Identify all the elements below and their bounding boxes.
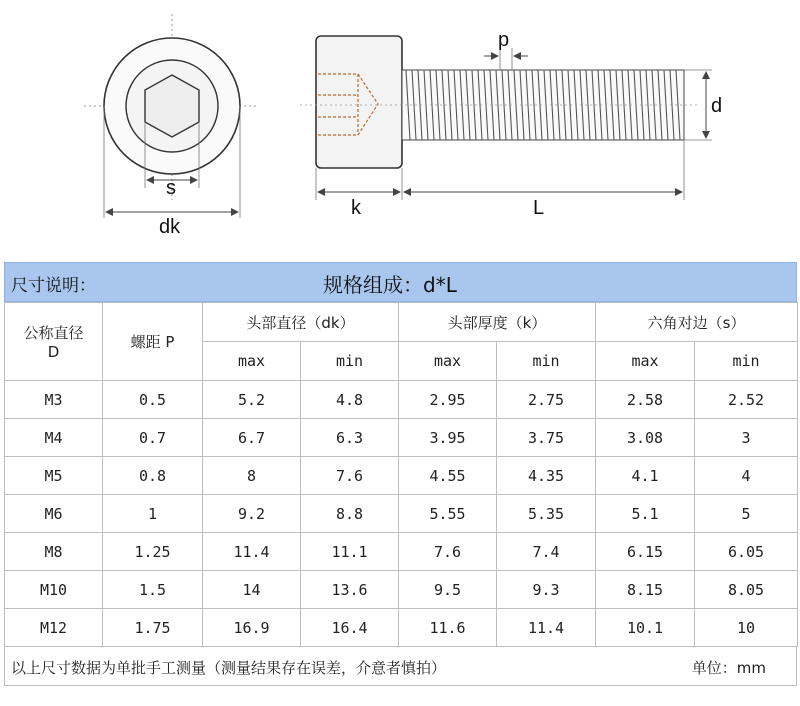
label-k: k bbox=[351, 197, 361, 219]
table-row bbox=[5, 533, 798, 571]
banner-formula: 规格组成：d*L bbox=[323, 273, 457, 297]
table-cell: M3 bbox=[5, 381, 103, 419]
table-cell: 8.15 bbox=[596, 571, 695, 609]
table-cell: 14 bbox=[203, 571, 301, 609]
table-cell: 11.1 bbox=[301, 533, 399, 571]
table-cell: 9.2 bbox=[203, 495, 301, 533]
table-cell: 3 bbox=[695, 419, 798, 457]
table-cell: 3.08 bbox=[596, 419, 695, 457]
table-cell: 10 bbox=[695, 609, 798, 647]
table-cell: M5 bbox=[5, 457, 103, 495]
table-cell: 6.15 bbox=[596, 533, 695, 571]
measurement-note: 以上尺寸数据为单批手工测量（测量结果存在误差，介意者慎拍） bbox=[11, 659, 447, 677]
table-cell: 13.6 bbox=[301, 571, 399, 609]
table-cell: 4.55 bbox=[399, 457, 497, 495]
header-min: min bbox=[497, 342, 596, 381]
header-head-thickness: 头部厚度（k） bbox=[399, 303, 596, 342]
table-cell: M6 bbox=[5, 495, 103, 533]
header-pitch: 螺距 P bbox=[103, 303, 203, 381]
table-footer bbox=[4, 647, 797, 686]
table-row bbox=[5, 381, 798, 419]
table-cell: 7.6 bbox=[301, 457, 399, 495]
table-cell: 9.5 bbox=[399, 571, 497, 609]
header-hex-across-flats: 六角对边（s） bbox=[596, 303, 798, 342]
label-s: s bbox=[166, 177, 176, 199]
label-d: d bbox=[711, 95, 723, 117]
unit-label: 单位：mm bbox=[691, 659, 766, 677]
table-cell: 11.6 bbox=[399, 609, 497, 647]
table-row bbox=[5, 609, 798, 647]
header-min: min bbox=[301, 342, 399, 381]
table-row bbox=[5, 571, 798, 609]
table-cell: 1.75 bbox=[103, 609, 203, 647]
header-max: max bbox=[596, 342, 695, 381]
table-cell: 8 bbox=[203, 457, 301, 495]
label-L: L bbox=[533, 197, 545, 219]
table-row bbox=[5, 457, 798, 495]
table-cell: 2.58 bbox=[596, 381, 695, 419]
banner-title: 尺寸说明： bbox=[11, 276, 96, 296]
header-min: min bbox=[695, 342, 798, 381]
header-max: max bbox=[399, 342, 497, 381]
table-cell: 0.7 bbox=[103, 419, 203, 457]
table-cell: M10 bbox=[5, 571, 103, 609]
table-cell: 6.3 bbox=[301, 419, 399, 457]
table-row bbox=[5, 495, 798, 533]
table-cell: 2.95 bbox=[399, 381, 497, 419]
table-cell: 7.4 bbox=[497, 533, 596, 571]
table-cell: 3.95 bbox=[399, 419, 497, 457]
table-cell: 3.75 bbox=[497, 419, 596, 457]
table-cell: 1.25 bbox=[103, 533, 203, 571]
spec-table bbox=[4, 262, 797, 686]
table-cell: 5.1 bbox=[596, 495, 695, 533]
table-cell: 11.4 bbox=[497, 609, 596, 647]
table-cell: 0.5 bbox=[103, 381, 203, 419]
table-cell: M12 bbox=[5, 609, 103, 647]
table-banner bbox=[4, 262, 797, 302]
table-cell: 4.8 bbox=[301, 381, 399, 419]
table-cell: M4 bbox=[5, 419, 103, 457]
table-row bbox=[5, 419, 798, 457]
screw-diagram bbox=[0, 0, 800, 262]
table-cell: 16.4 bbox=[301, 609, 399, 647]
table-cell: 4.1 bbox=[596, 457, 695, 495]
table-cell: 16.9 bbox=[203, 609, 301, 647]
table-cell: M8 bbox=[5, 533, 103, 571]
table-cell: 9.3 bbox=[497, 571, 596, 609]
label-dk: dk bbox=[159, 216, 181, 238]
table-cell: 7.6 bbox=[399, 533, 497, 571]
table-cell: 6.7 bbox=[203, 419, 301, 457]
table-cell: 5.55 bbox=[399, 495, 497, 533]
table-cell: 4.35 bbox=[497, 457, 596, 495]
screw-side-view bbox=[300, 36, 712, 200]
table-cell: 8.05 bbox=[695, 571, 798, 609]
table-cell: 10.1 bbox=[596, 609, 695, 647]
header-diameter: 公称直径 D bbox=[5, 303, 103, 381]
table-cell: 11.4 bbox=[203, 533, 301, 571]
header-head-diameter: 头部直径（dk） bbox=[203, 303, 399, 342]
dimension-table bbox=[4, 302, 798, 647]
table-cell: 5 bbox=[695, 495, 798, 533]
table-cell: 2.75 bbox=[497, 381, 596, 419]
table-cell: 5.2 bbox=[203, 381, 301, 419]
table-cell: 4 bbox=[695, 457, 798, 495]
table-cell: 1.5 bbox=[103, 571, 203, 609]
table-cell: 2.52 bbox=[695, 381, 798, 419]
table-cell: 8.8 bbox=[301, 495, 399, 533]
table-cell: 5.35 bbox=[497, 495, 596, 533]
header-max: max bbox=[203, 342, 301, 381]
label-p: p bbox=[498, 29, 510, 51]
table-cell: 6.05 bbox=[695, 533, 798, 571]
screw-drawing bbox=[0, 0, 800, 262]
table-cell: 0.8 bbox=[103, 457, 203, 495]
table-cell: 1 bbox=[103, 495, 203, 533]
